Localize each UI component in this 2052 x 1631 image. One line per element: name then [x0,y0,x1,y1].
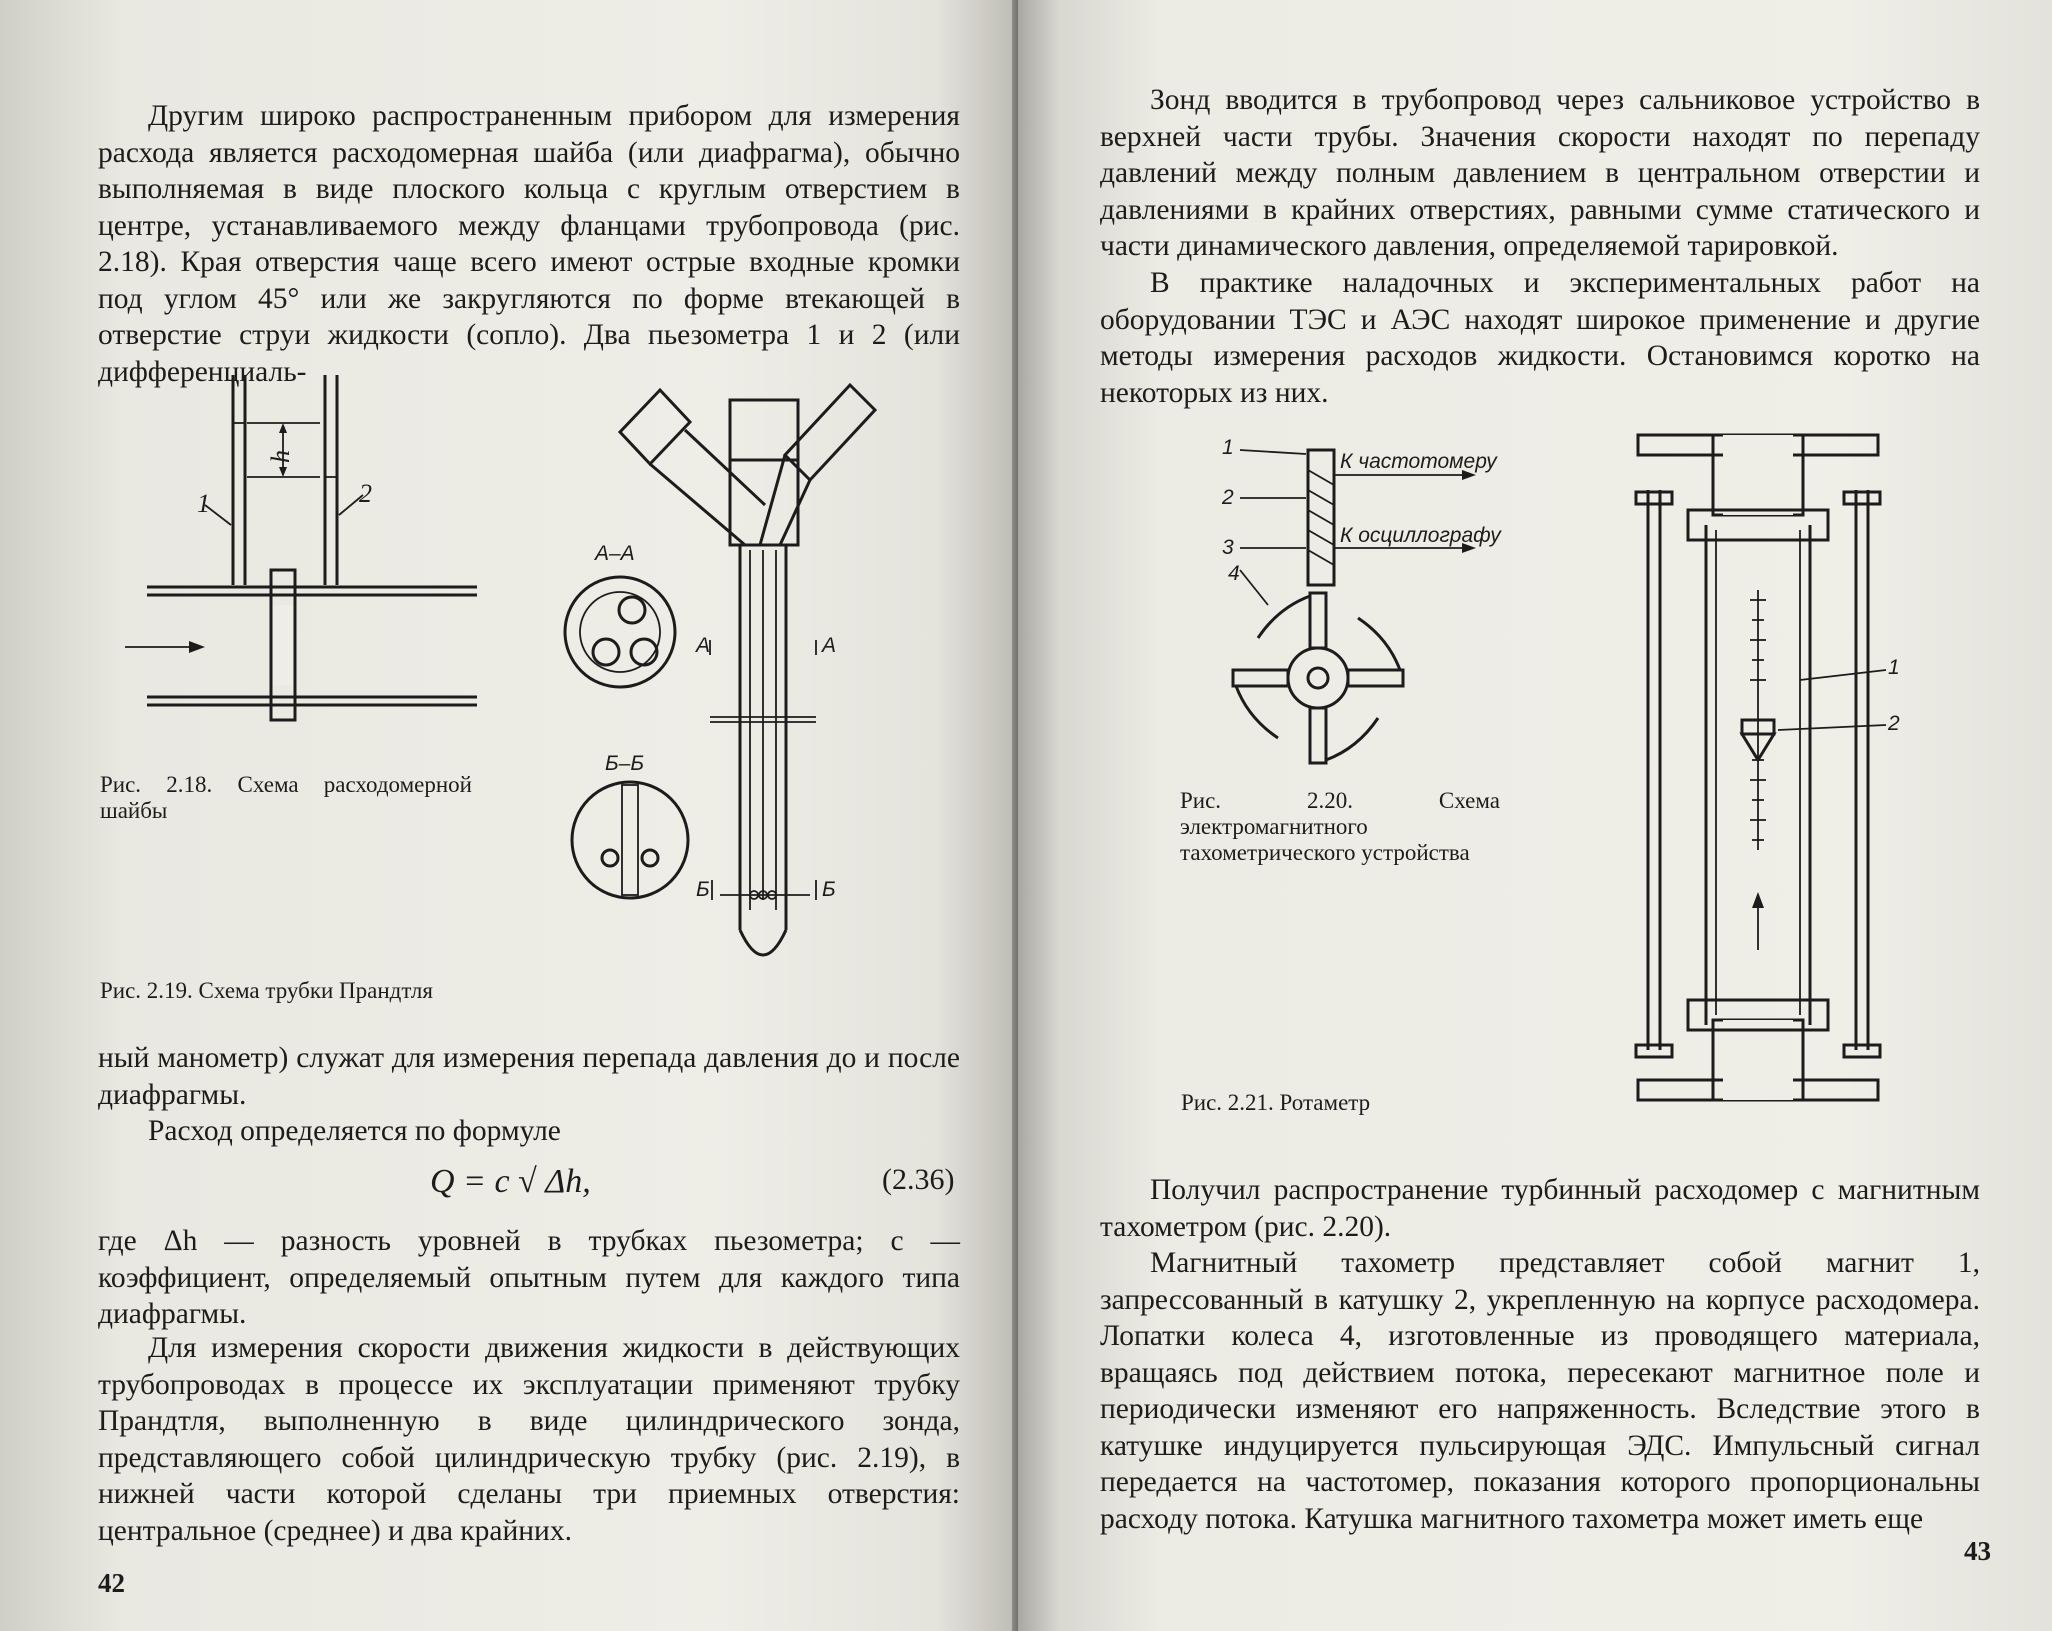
to-oscillograph-label: К осциллографу [1340,524,1501,547]
tube-stem [710,545,816,955]
coil-2-label: 2 [1222,486,1234,509]
figure-2-20-tachometer-diagram [1198,430,1518,770]
pipe [125,570,477,720]
to-frequency-meter-label: К частотомеру [1340,450,1497,473]
magnetic-tachometer-paragraph: Магнитный тахометр представляет собой магнит 1, запрессованный в катушку 2, укрепленную на корпусе расходомера. Лопатки колеса 4, изготовленные из проводящего материала, вращаясь под действием потока, пересекают магнитное поле и периодически изменяют его напряженность. Вследствие этого в катушке индуцируется пульсирующая ЭДС. Импульсный сигнал передается на частотомер, показания которого пропорциональны расходу потока. Катушка магнитного тахометра может иметь еще [1100,1247,1980,1535]
figure-2-19-prandtl-tube-diagram [560,370,960,1010]
formula-2-36: Q = c √ Δh, [430,1163,591,1200]
where-paragraph: где Δh — разность уровней в трубках пьезометра; c — коэффициент, определяемый опытным путем для каждого типа диафрагмы. [98,1225,960,1330]
section-aa-title: А–А [595,542,635,565]
piezometer-2-label: 2 [359,479,372,508]
figure-2-18-orifice-diagram [105,365,505,725]
coil-assembly [1221,436,1502,605]
figure-2-21-caption: Рис. 2.21. Ротаметр [1181,1090,1371,1115]
practice-paragraph: В практике наладочных и экспериментальных работ на оборудовании ТЭС и АЭС находят широкое применение и другие методы измерения расходов жидкости. Остановимся коротко на некоторых из них. [1100,267,1980,409]
turbine-paragraph: Получил распространение турбинный расходомер с магнитным тахометром (рис. 2.20). [1100,1174,1980,1243]
turbine-wheel [1233,593,1403,763]
left-page-number: 42 [98,1568,125,1598]
piezometer-tubes [197,375,372,585]
right-page [1018,0,2052,1631]
rotameter-float-2-label: 2 [1888,712,1900,735]
section-marks [694,634,836,901]
item-3-label: 3 [1222,536,1234,559]
section-b-b [572,752,688,898]
tube-head [620,385,875,545]
section-a-a [565,542,675,687]
rotameter-tube-1-label: 1 [1888,656,1900,679]
prandtl-paragraph: Для измерения скорости движения жидкости в действующих трубопроводах в процессе их эксплуатации применяют трубку Прандтля, выполненную в виде цилиндрического зонда, представляющего собой цилиндрическую трубку (рис. 2.19), в нижней части которой сделаны три приемных отверстия: центральное (среднее) и два крайних. [98,1332,960,1547]
figure-2-18-caption: Рис. 2.18. Схема расходомерной шайбы [100,772,472,823]
b-right-label: Б [822,878,836,901]
a-left-label: А [696,634,711,657]
b-left-label: Б [696,878,710,901]
a-right-label: А [822,634,837,657]
magnet-1-label: 1 [1222,436,1234,459]
section-bb-title: Б–Б [605,752,645,775]
rotameter-callouts [1778,656,1900,735]
wheel-4-label: 4 [1228,562,1240,585]
piezometer-1-label: 1 [197,489,210,518]
intro-paragraph: Другим широко распространенным прибором для измерения расхода является расходомерная шайба (или диафрагма), обычно выполняемая в виде плоского кольца с круглым отверстием в центре, устанавливаемого между фланцами трубопровода (рис. 2.18). Края отверстия чаще всего имеют острые входные кромки под углом 45° или же закругляются по форме втекающей в отверстие струи жидкости (сопло). Два пьезометра 1 и 2 (или дифференциаль- [98,100,960,388]
left-page [0,0,1018,1631]
formula-number: (2.36) [882,1163,955,1196]
probe-paragraph: Зонд вводится в трубопровод через сальниковое устройство в верхней части трубы. Значения скорости находят по перепаду давлений между полным давлением в центральном отверстии и давлениями в крайних отверстиях, равными сумме статического и части динамического давления, определяемой тарировкой. [1100,84,1980,262]
continue-paragraph: ный манометр) служат для измерения перепада давления до и после диафрагмы. [98,1042,960,1111]
figure-2-19-caption: Рис. 2.19. Схема трубки Прандтля [100,978,433,1003]
figure-2-20-caption: Рис. 2.20. Схема электромагнитного тахометрического устройства [1180,788,1500,865]
formula-intro-paragraph: Расход определяется по формуле [148,1115,561,1147]
h-label: h [266,450,295,463]
figure-2-21-rotameter-diagram [1618,430,1918,1110]
right-page-number: 43 [1964,1536,1991,1566]
